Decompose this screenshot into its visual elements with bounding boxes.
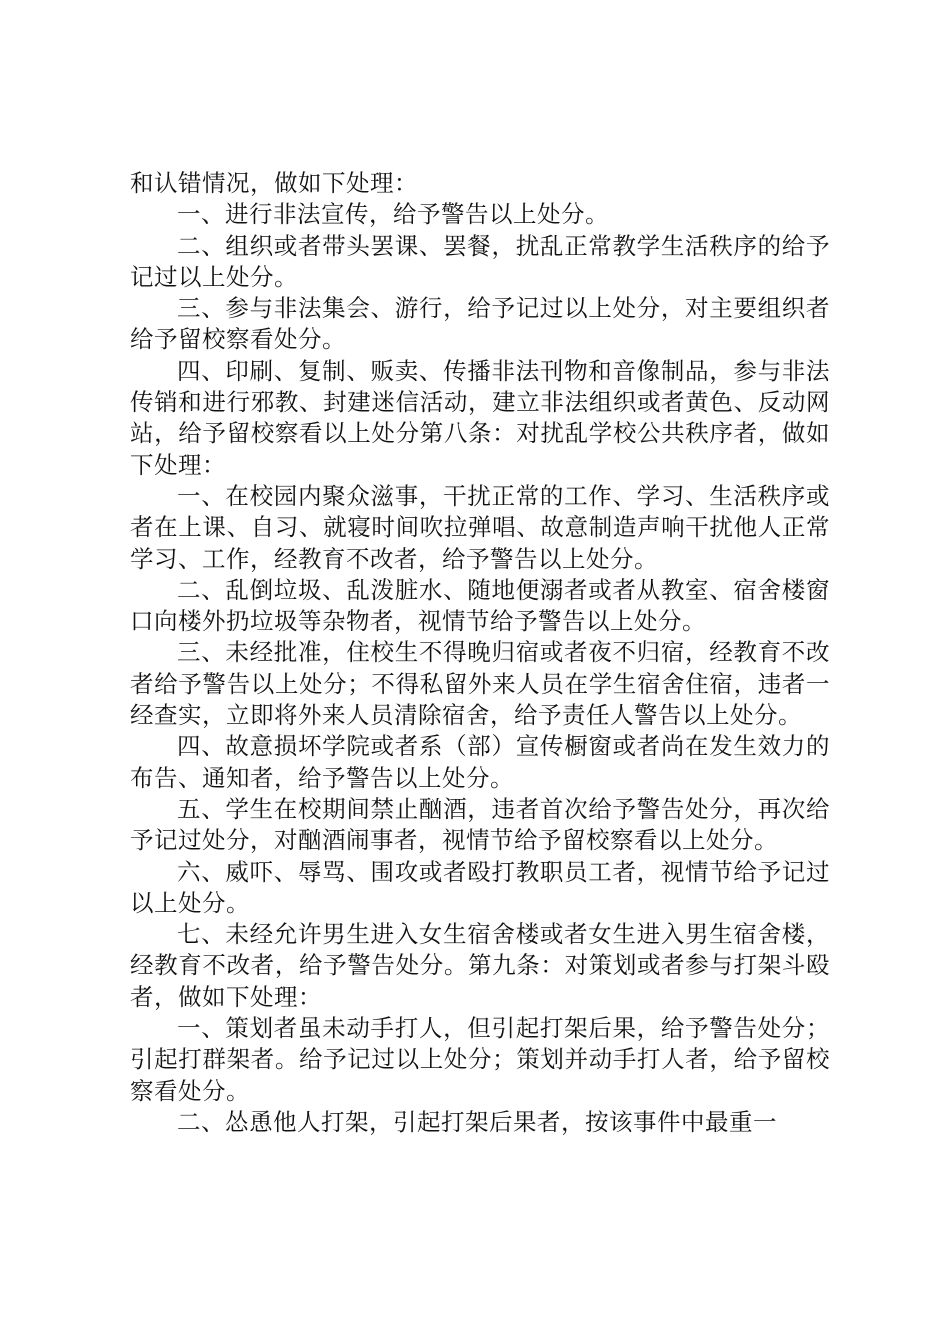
paragraph-continuation: 和认错情况，做如下处理：: [130, 169, 418, 197]
paragraph-item: 五、学生在校期间禁止酗酒，违者首次给予警告处分，再次给予记过处分，对酗酒闹事者，视情节给予留校察看以上处分。: [130, 794, 830, 855]
paragraph-item: 六、威吓、辱骂、围攻或者殴打教职员工者，视情节给予记过以上处分。: [130, 857, 830, 917]
paragraph-item: 三、未经批准，住校生不得晚归宿或者夜不归宿，经教育不改者给予警告以上处分；不得私留外来人员在学生宿舍住宿，违者一经查实，立即将外来人员清除宿舍，给予责任人警告以上处分。: [130, 638, 830, 730]
paragraph-item: 一、在校园内聚众滋事，干扰正常的工作、学习、生活秩序或者在上课、自习、就寝时间吹拉弹唱、故意制造声响干扰他人正常学习、工作，经教育不改者，给予警告以上处分。: [130, 481, 830, 573]
paragraph-item: 二、组织或者带头罢课、罢餐，扰乱正常教学生活秩序的给予记过以上处分。: [130, 231, 830, 291]
paragraph-item: 四、印刷、复制、贩卖、传播非法刊物和音像制品，参与非法传销和进行邪教、封建迷信活动，建立非法组织或者黄色、反动网站，给予留校察看以上处分第八条：对扰乱学校公共秩序者，做如下处理：: [130, 356, 830, 479]
paragraph-item: 一、进行非法宣传，给予警告以上处分。: [177, 200, 609, 229]
paragraph-item: 四、故意损坏学院或者系（部）宣传橱窗或者尚在发生效力的布告、通知者，给予警告以上处分。: [130, 732, 830, 792]
document-body: [130, 168, 830, 1138]
paragraph-item-truncated: 二、怂恿他人打架，引起打架后果者，按该事件中最重一: [177, 1107, 777, 1136]
paragraph-item: 七、未经允许男生进入女生宿舍楼或者女生进入男生宿舍楼，经教育不改者，给予警告处分。第九条：对策划或者参与打架斗殴者，做如下处理：: [130, 920, 830, 1011]
paragraph-item: 一、策划者虽未动手打人，但引起打架后果，给予警告处分；引起打群架者。给予记过以上处分；策划并动手打人者，给予留校察看处分。: [130, 1014, 830, 1105]
paragraph-item: 二、乱倒垃圾、乱泼脏水、随地便溺者或者从教室、宿舍楼窗口向楼外扔垃圾等杂物者，视情节给予警告以上处分。: [130, 575, 830, 636]
paragraph-item: 三、参与非法集会、游行，给予记过以上处分，对主要组织者给予留校察看处分。: [130, 294, 830, 354]
